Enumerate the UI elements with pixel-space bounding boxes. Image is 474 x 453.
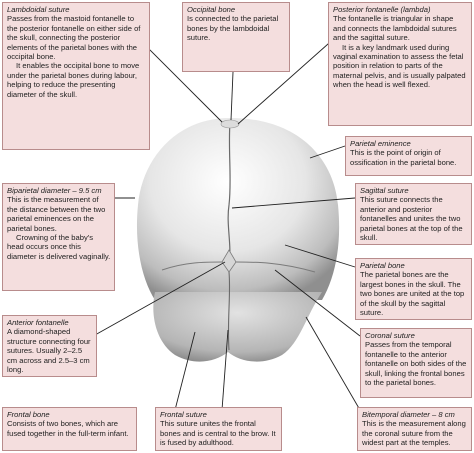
label-text: Is connected to the parietal bones by the lambdoidal suture. (187, 14, 279, 43)
label-text: The parietal bones are the largest bones in the skull. The two bones are united at the top of the skull by the sagittal suture. (360, 270, 465, 318)
label-title: Biparietal diameter – 9.5 cm (7, 186, 102, 195)
leader-coronal (275, 270, 360, 336)
label-frontal-suture (155, 407, 282, 451)
label-text: This suture unites the frontal bones and is central to the brow. It is fused by adulthood. (160, 419, 276, 448)
label-text: A diamond-shaped structure connecting four sutures. Usually 2–2.5 cm across and 2.5–3 cm long. (7, 327, 91, 375)
label-text-2: It is a key landmark used during vaginal examination to assess the fetal position in relation to parts of the maternal pelvis, and is usually palpated when the head is well flexed. (333, 42, 466, 90)
label-parietal-bone (355, 258, 472, 320)
leader-parietal-bone (285, 245, 355, 267)
label-text: This suture connects the anterior and posterior fontanelles and unites the two parietal bones at the top of the skull. (360, 195, 463, 243)
leader-parietal-eminence (310, 146, 345, 158)
label-title: Sagittal suture (360, 186, 409, 195)
label-text: Passes from the mastoid fontanelle to the posterior fontanelle on either side of the skull, connecting the posterior elements of the parietal bones with the occipital bone. (7, 14, 141, 62)
label-title: Parietal bone (360, 261, 405, 270)
label-lambdoidal-suture (2, 2, 150, 150)
label-text: This is the measurement of the distance between the two parietal eminences on the parietal bones. (7, 195, 106, 233)
label-text-2: It enables the occipital bone to move under the parietal bones during labour, helping to reduce the presenting diameter of the skull. (7, 61, 140, 99)
label-biparietal-diameter (2, 183, 115, 291)
label-sagittal-suture (355, 183, 472, 245)
label-text: Passes from the temporal fontanelle to the anterior fontanelle on both sides of the skull, linking the frontal bones to the parietal bones. (365, 340, 467, 388)
label-frontal-bone (2, 407, 137, 451)
leader-frontal-suture (222, 330, 228, 410)
label-title: Frontal suture (160, 410, 207, 419)
label-posterior-fontanelle (328, 2, 472, 126)
label-parietal-eminence (345, 136, 472, 176)
label-title: Coronal suture (365, 331, 415, 340)
leader-sagittal (232, 198, 355, 208)
label-title: Posterior fontanelle (lambda) (333, 5, 431, 14)
label-title: Anterior fontanelle (7, 318, 69, 327)
label-title: Bitemporal diameter – 8 cm (362, 410, 455, 419)
label-title: Lambdoidal suture (7, 5, 70, 14)
leader-occipital (231, 72, 233, 120)
leader-frontal-bone (175, 332, 195, 410)
leader-bitemporal (306, 317, 360, 410)
label-title: Occipital bone (187, 5, 236, 14)
label-title: Frontal bone (7, 410, 50, 419)
label-text-2: Crowning of the baby's head occurs once this diameter is delivered vaginally. (7, 233, 111, 261)
label-occipital-bone (182, 2, 290, 72)
label-text: This is the point of origin of ossification in the parietal bone. (350, 148, 457, 167)
label-text: This is the measurement along the coronal suture from the widest part at the temples. (362, 419, 466, 448)
label-title: Parietal eminence (350, 139, 411, 148)
label-text: The fontanelle is triangular in shape and connects the lambdoidal sutures and the sagittal suture. (333, 14, 457, 43)
label-coronal-suture (360, 328, 472, 398)
label-bitemporal-diameter (357, 407, 472, 451)
label-anterior-fontanelle (2, 315, 97, 377)
label-text: Consists of two bones, which are fused together in the full-term infant. (7, 419, 129, 438)
